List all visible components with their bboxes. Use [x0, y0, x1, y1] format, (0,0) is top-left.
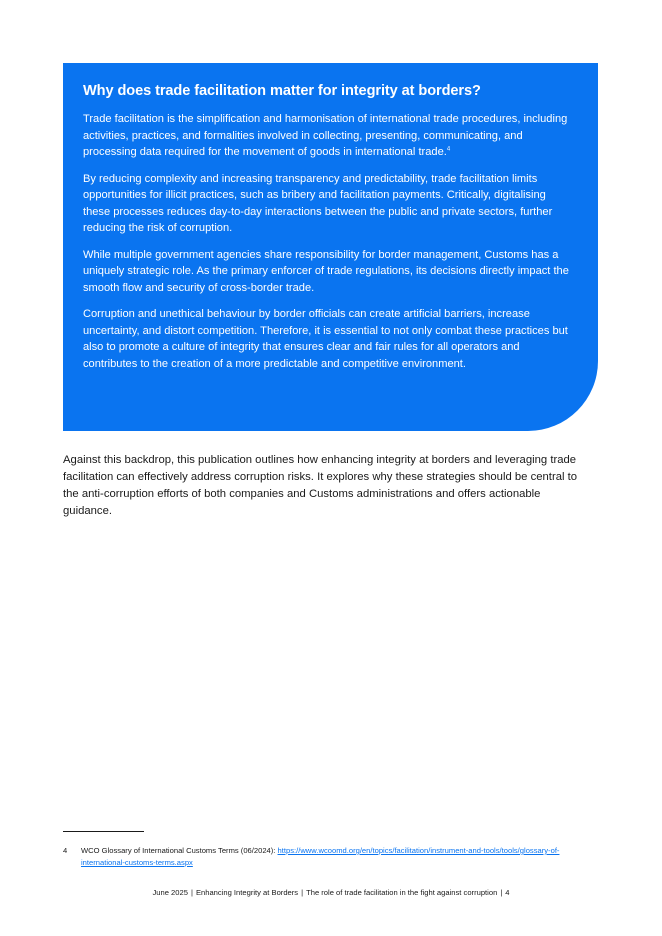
- page-footer: [0, 888, 662, 897]
- footer-separator: |: [190, 888, 193, 897]
- footer-page-number: 4: [505, 888, 510, 897]
- footnote-number: 4: [63, 846, 68, 855]
- callout-paragraph-2: By reducing complexity and increasing transparency and predictability, trade facilitation limits opportunities for illicit practices, such as bribery and facilitation payments. Critically, digitalising these processes reduces day-to-day interactions between the public and private sectors, further reducing the risk of corruption.: [83, 172, 553, 234]
- callout-paragraph-1: [83, 111, 574, 161]
- callout-title: Why does trade facilitation matter for integrity at borders?: [83, 83, 481, 99]
- footnote-ref[interactable]: 4: [446, 146, 451, 153]
- footer-separator: |: [301, 888, 304, 897]
- footer-chapter: The role of trade facilitation in the fight against corruption: [306, 888, 498, 897]
- footnote: [63, 845, 588, 869]
- footnote-body: [81, 845, 588, 869]
- footnote-link[interactable]: https://www.wcoomd.org/en/topics/facilitation/instrument-and-tools/tools/glossary-of-international-customs-terms.aspx: [81, 846, 560, 867]
- footnote-divider: [63, 831, 144, 832]
- callout-paragraph-3: While multiple government agencies share responsibility for border management, Customs has a uniquely strategic role. As the primary enforcer of trade regulations, its decisions directly impact the smooth flow and security of cross-border trade.: [83, 248, 569, 294]
- footer-separator: |: [500, 888, 503, 897]
- callout-paragraph-4: Corruption and unethical behaviour by border officials can create artificial barriers, increase uncertainty, and distort competition. Therefore, it is essential to not only combat these practices but also to promote a culture of integrity that ensures clear and fair rules for all operators and contributes to the creation of a more predictable and competitive environment.: [83, 308, 568, 370]
- footer-publication: Enhancing Integrity at Borders: [195, 888, 299, 897]
- footer-date: June 2025: [152, 888, 188, 897]
- callout-paragraph-1-text: Trade facilitation is the simplification and harmonisation of international trade procedures, including activities, practices, and formalities involved in collecting, presenting, communicating, and processing data required for the movement of goods in international trade.: [83, 113, 568, 158]
- callout-box: [63, 63, 598, 431]
- footnote-text: WCO Glossary of International Customs Terms (06/2024):: [81, 846, 278, 855]
- body-paragraph: Against this backdrop, this publication outlines how enhancing integrity at borders and leveraging trade facilitation can effectively address corruption risks. It explores why these strategies should be central to the anti-corruption efforts of both companies and Customs administrations and offers actionable guidance.: [63, 454, 578, 517]
